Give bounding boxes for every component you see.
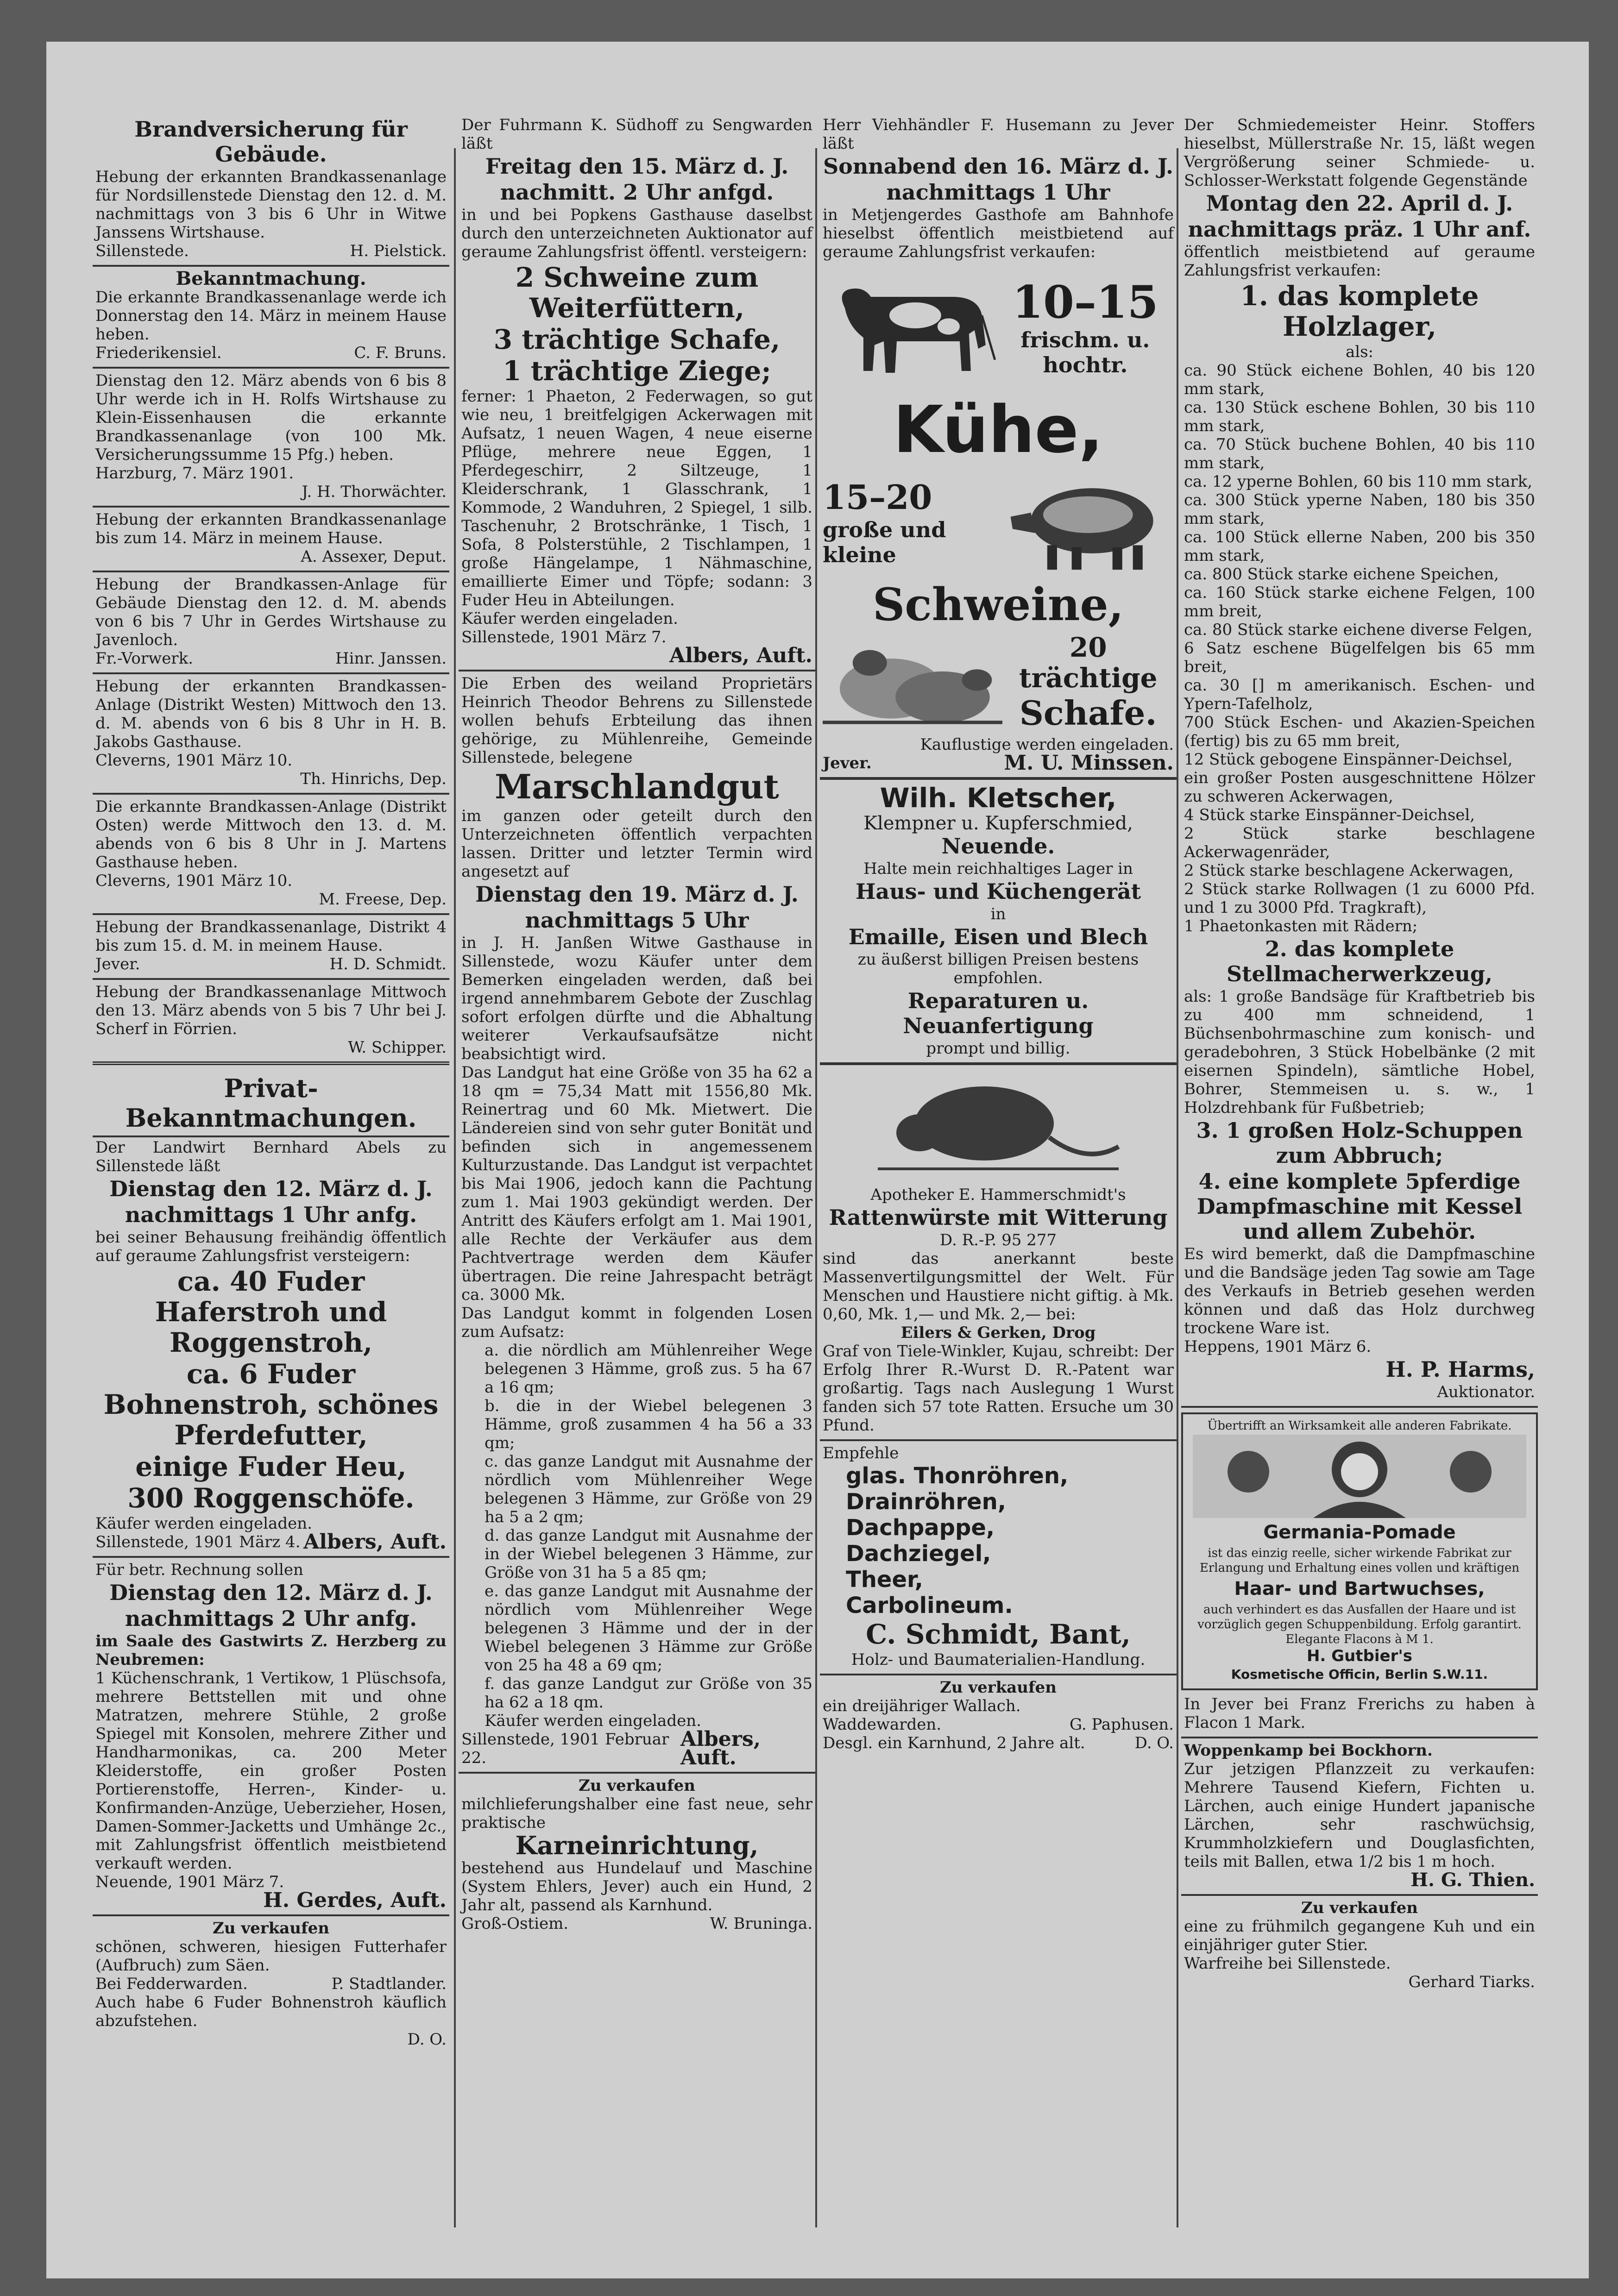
newspaper-page [46,42,1589,2278]
list-item: 2 Stück starke Rollwagen (1 zu 6000 Pfd. und 1 zu 3000 Pfd. Tragkraft), [1184,880,1535,917]
ad-text: bei seiner Behausung freihändig öffentlich auf geraume Zahlungsfrist versteigern: [95,1228,447,1265]
ad-text: Es wird bemerkt, daß die Dampfmaschine und die Bandsäge jeden Tag sowie am Tage des Verkaufs in Betrieb gesehen werden können und daß das Holz durchweg trockene Ware ist. [1184,1245,1535,1337]
ad-text: zu äußerst billigen Preisen bestens empfohlen. [857,950,1139,987]
list-item: 4 Stück starke Einspänner-Deichsel, [1184,806,1475,824]
ad-place: Jever. [823,754,872,772]
ad-date: Sonnabend den 16. März d. J. [823,154,1174,179]
list-item: ca. 100 Stück ellerne Naben, 200 bis 350 mm stark, [1184,528,1535,565]
column-4 [1181,116,1538,2251]
ad-intro: Apotheker E. Hammerschmidt's [870,1186,1126,1204]
notice-fire-insurance [93,371,449,508]
ad-intro: Empfehle [823,1444,899,1462]
notice-place: Friederikensiel. [95,344,222,362]
ad-text: öffentlich meistbietend auf geraume Zahlungsfrist verkaufen: [1184,243,1535,280]
ad-date-line: Sillenstede, 1901 Februar 22. [461,1730,669,1767]
ad-title: Zu verkaufen [213,1919,329,1938]
notice-place: Fr.-Vorwerk. [95,649,193,668]
notice-text: Hebung der erkannten Brandkassenanlage für Nordsillenstede Dienstag den 12. d. M. nachmittags von 3 bis 6 Uhr in Witwe Janssens Wirtshause. [95,168,447,242]
list-item: 2 Stück starke beschlagene Ackerwagen, [1184,861,1514,880]
notice-date: Cleverns, 1901 März 10. [95,872,293,890]
lot-item: c. das ganze Landgut mit Ausnahme der nördlich vom Mühlenreiher Wege belegenen 3 Hämme, zur Größe von 29 ha 5 a 2 qm; [485,1452,812,1526]
ad-text: Das Landgut hat eine Größe von 35 ha 62 a 18 qm = 75,34 Matt mit 1556,80 Mk. Reinertrag und 60 Mk. Mietwert. Die Ländereien sind von sehr guter Bonität und befinden sich in angemessenem Kulturzustande. Das Landgut ist verpachtet bis Mai 1906, jedoch kann die Pachtung zum 1. Mai 1903 gekündigt werden. Der Antritt des Käufers erfolgt am 1. Mai 1901, alle Rechte der Verkäufer aus dem Pachtvertrage werden dem Käufer übertragen. Die reine Jahrespacht beträgt ca. 3000 Mk. [461,1063,812,1304]
notice-signature: Th. Hinrichs, Dep. [300,770,447,788]
ad-text: milchlieferungshalber eine fast neue, sehr praktische [461,1795,812,1832]
ad-text: Graf von Tiele-Winkler, Kujau, schreibt: Der Erfolg Ihrer R.-Wurst D. R.-Patent war großartig. Tags nach Auslegung 1 Wurst fanden sich 57 tote Ratten. Ersuche um 30 Pfund. [823,1342,1174,1435]
portrait-illustration-icon [1193,1435,1526,1518]
column-3 [820,116,1177,2251]
ad-date: Dienstag den 12. März d. J. [109,1176,433,1201]
ad-item: Dachziegel, [846,1541,991,1567]
ad-text: als: 1 große Bandsäge für Kraftbetrieb bis zu 400 mm schneidend, 1 Büchsenbohrmaschine zum konisch- und geradebohren, 3 Stück Hobelbänke (2 mit eisernen Spindeln), sämtliche Hobel, Bohrer, Stemmeisen u. s. w., 1 Holzdrehbank für Fußbetrieb; [1184,987,1535,1117]
ad-dealer-note [1181,1695,1538,1738]
for-sale-churn [459,1776,815,1938]
notice-date: Cleverns, 1901 März 10. [95,751,293,770]
lot-item: e. das ganze Landgut mit Ausnahme der nördlich vom Mühlenreiher Wege belegenen 3 Hämme und der in der Wiebel belegenen 3 Hämme zur Größe von 25 ha 48 a 69 qm; [485,1582,812,1675]
ad-signature: D. O. [407,2030,447,2049]
ad-intro: Für betr. Rechnung sollen [95,1561,303,1579]
list-item: 12 Stück gebogene Einspänner-Deichsel, [1184,750,1513,769]
ad-item: 2 Schweine zum Weiterfüttern, [515,262,759,324]
ad-text: schönen, schweren, hiesigen Futterhafer (Aufbruch) zum Säen. [95,1938,447,1975]
ad-item: einige Fuder Heu, [135,1451,407,1482]
column-rule [815,148,817,2227]
notice-title: Brandversicherung für Gebäude. [134,117,408,167]
notice-text: Hebung der erkannten Brandkassen-Anlage (Distrikt Westen) Mittwoch den 13. d. M. abends von 6 bis 8 Uhr in H. B. Jakobs Gasthause. [95,677,447,751]
ad-time: nachmittags 2 Uhr anfg. [125,1606,417,1631]
notice-text: Die erkannte Brandkassenanlage werde ich Donnerstag den 14. März in meinem Hause heben. [95,288,447,344]
ad-subtext: große und kleine [823,517,946,567]
ad-signature: M. U. Minssen. [1004,751,1174,775]
ad-item: Drainröhren, [846,1489,1006,1515]
notice-fire-insurance [93,575,449,674]
ad-business-name: C. Schmidt, Bant, [866,1618,1131,1650]
ad-text: 1 Küchenschrank, 1 Vertikow, 1 Plüschsofa, mehrere Bettstellen mit und ohne Matratzen, mehrere Stühle, 2 große Spiegel mit Konsolen, mehrere Zither und Handharmonikas, ca. 200 Meter Kleiderstoffe, ein großer Posten Portierenstoffe, Herren-, Kinder- u. Konfirmanden-Anzüge, Ueberzieher, Hosen, Damen-Sommer-Jacketts und Umhänge 2c., mit Zahlungsfrist öffentlich meistbietend verkauft werden. [95,1669,447,1873]
ad-maker: H. Gutbier's [1306,1647,1413,1665]
lot-item: a. die nördlich am Mühlenreiher Wege belegenen 3 Hämme, groß zus. 5 ha 67 a 16 qm; [485,1341,812,1397]
section-heading: Privat-Bekanntmachungen. [93,1073,449,1137]
ad-dealer: Eilers & Gerken, Drog [900,1324,1096,1342]
ad-text: in Metjengerdes Gasthofe am Bahnhofe hieselbst öffentlich meistbietend auf geraume Zahlungsfrist verkaufen: [823,206,1174,261]
notice-title: Bekanntmachung. [176,268,366,289]
ad-number: 15–20 [823,477,932,517]
column-1 [93,116,449,2251]
ad-signature: H. Gerdes, Auft. [263,1888,447,1912]
ad-item: glas. Thonröhren, [846,1463,1069,1489]
ad-time: nachmittags 5 Uhr [525,908,749,933]
ad-town: Neuende. [941,834,1055,859]
notice-fire-insurance [93,510,449,572]
ad-tree-nursery [1181,1741,1538,1896]
ad-text: Die Erben des weiland Proprietärs Heinrich Theodor Behrens zu Sillenstede wollen behufs Erbteilung das ihnen gehörige, zu Mühlenreihe, Gemeinde Sillenstede, belegene [461,674,812,767]
ad-item: 300 Roggenschöfe. [127,1482,415,1514]
notice-text: Hebung der erkannten Brandkassenanlage bis zum 14. März in meinem Hause. [95,510,447,547]
ad-item: Emaille, Eisen und Blech [848,924,1148,949]
ad-place: Waddewarden. [823,1715,942,1734]
ad-signature: H. G. Thien. [1410,1869,1535,1891]
list-item: ca. 90 Stück eichene Bohlen, 40 bis 120 mm stark, [1184,361,1535,398]
cow-icon [823,261,997,395]
for-sale-horse [820,1678,1177,1757]
ad-text: Desgl. ein Karnhund, 2 Jahre alt. [823,1734,1085,1752]
ad-signature: Albers, Auft. [680,1727,761,1769]
ad-address: Kosmetische Officin, Berlin S.W.11. [1231,1667,1488,1682]
notice-text: Die erkannte Brandkassen-Anlage (Distrikt Osten) werde Mittwoch den 13. d. M. abends von 6 bis 8 Uhr in J. Martens Gasthause heben. [95,797,447,872]
notice-text: Dienstag den 12. März abends von 6 bis 8 Uhr werde ich in H. Rolfs Wirtshause zu Klein-Eissenhausen die erkannte Brandkassenanlage (von 100 Mk. Versicherungssumme 15 Pfg.) heben. [95,371,447,464]
notice-signature: H. D. Schmidt. [329,955,447,973]
notice-date: Harzburg, 7. März 1901. [95,464,294,483]
ad-intro: Herr Viehhändler F. Husemann zu Jever läßt [823,116,1174,153]
auction-livestock [459,116,815,671]
ad-item: Reparaturen u. Neuanfertigung [903,988,1094,1038]
list-item: 1 Phaetonkasten mit Rädern; [1184,917,1418,935]
list-item: 6 Satz eschene Bügelfelgen bis 65 mm breit, [1184,639,1535,676]
list-item: ca. 160 Stück starke eichene Felgen, 100 mm breit, [1184,583,1535,621]
notice-fire-insurance [93,797,449,915]
ad-buyers: Käufer werden eingeladen. [95,1514,312,1533]
list-item: ca. 130 Stück eschene Bohlen, 30 bis 110 mm stark, [1184,398,1535,435]
ad-date: Montag den 22. April d. J. [1206,191,1513,216]
ad-heading: 3. 1 großen Holz-Schuppen zum Abbruch; [1196,1118,1523,1168]
notice-text: Hebung der Brandkassenanlage, Distrikt 4 bis zum 15. d. M. in meinem Hause. [95,918,447,955]
ad-text: auch verhindert es das Ausfallen der Haare und ist vorzüglich gegen Schuppenbildung. Erfolg garantirt. Elegante Flacons à M 1. [1197,1603,1522,1646]
for-sale-oats [93,1919,449,2053]
list-item: ca. 30 [] m amerikanisch. Eschen- und Ypern-Tafelholz, [1184,676,1535,713]
ad-item: ca. 6 Fuder Bohnenstroh, schönes Pferdefutter, [103,1358,439,1451]
ad-text: ein dreijähriger Wallach. [823,1697,1021,1715]
ad-item: Carbolineum. [846,1593,1013,1618]
ad-date: Dienstag den 19. März d. J. [475,882,799,907]
ad-title: Woppenkamp bei Bockhorn. [1184,1741,1433,1760]
ad-item: Dachpappe, [846,1515,995,1541]
ad-buyers: Kauflustige werden eingeladen. [920,735,1174,754]
ad-item: Karneinrichtung, [515,1831,759,1860]
ad-text: ist das einzig reelle, sicher wirkende Fabrikat zur Erlangung und Erhaltung eines vollen und kräftigen [1199,1546,1520,1575]
ad-place: Groß-Ostiem. [461,1914,569,1933]
ad-rat-poison [820,1068,1177,1441]
ad-tagline: Übertrifft an Wirksamkeit alle anderen Fabrikate. [1207,1419,1512,1433]
ad-buyers: Käufer werden eingeladen. [485,1712,701,1730]
list-item: ein großer Posten ausgeschnittene Hölzer zu schweren Ackerwagen, [1184,769,1535,806]
ad-business-name: Wilh. Kletscher, [880,782,1117,814]
list-item: ca. 300 Stück yperne Naben, 180 bis 350 mm stark, [1184,491,1535,528]
ad-item: ca. 40 Fuder Haferstroh und Roggenstroh, [155,1266,387,1358]
ad-item: Kühe, [893,392,1103,468]
ad-trade: Holz- und Baumaterialien-Handlung. [851,1650,1146,1669]
ad-item: Schweine, [872,578,1124,631]
ad-title: Zu verkaufen [1301,1899,1418,1917]
ad-place: Warfreihe bei Sillenstede. [1184,1954,1391,1973]
ad-heading: 4. eine komplete 5pferdige Dampfmaschine mit Kessel und allem Zubehör. [1196,1169,1523,1244]
notice-fire-insurance [93,117,449,267]
list-item: 700 Stück Eschen- und Akazien-Speichen (fertig) bis zu 65 mm breit, [1184,713,1535,750]
ad-time: nachmittags präz. 1 Uhr anf. [1188,217,1531,242]
ad-intro: Der Schmiedemeister Heinr. Stoffers hieselbst, Müllerstraße Nr. 15, läßt wegen Vergrößerung seiner Schmiede- u. Schlosser-Werkstatt folgende Gegenstände [1184,116,1535,190]
pig-icon [1002,465,1174,581]
ad-text: sind das anerkannt beste Massenvertilgungsmittel der Welt. Für Menschen und Haustiere nicht giftig. à Mk. 0,60, Mk. 1,— und Mk. 2,— bei: [823,1249,1174,1324]
ad-heading: 2. das komplete Stellmacherwerkzeug, [1226,936,1493,986]
ad-text: In Jever bei Franz Frerichs zu haben à Flacon 1 Mark. [1184,1695,1535,1732]
notice-fire-insurance [93,677,449,795]
ad-signature: D. O. [1134,1734,1174,1752]
ad-text: eine zu frühmilch gegangene Kuh und ein einjähriger guter Stier. [1184,1917,1535,1954]
ad-text: in J. H. Janßen Witwe Gasthause in Sillenstede, wozu Käufer unter dem Bemerken eingeladen werden, daß bei irgend annehmbarem Gebote der Zuschlag sofort erfolgen dürfte und die Abhaltung weiterer Verkaufsaufsätze nicht beabsichtigt wird. [461,934,812,1063]
ad-date-line: Heppens, 1901 März 6. [1184,1337,1372,1356]
ad-number: 10–15 [1012,276,1158,328]
ad-text: in und bei Popkens Gasthause daselbst durch den unterzeichneten Auktionator auf geraume Zahlungsfrist öffentl. versteigern: [461,206,812,261]
notice-announcement [93,270,449,369]
list-item: ca. 70 Stück buchene Bohlen, 40 bis 110 mm stark, [1184,435,1535,472]
notice-signature: J. H. Thorwächter. [302,483,447,501]
ad-signature: W. Bruninga. [710,1914,812,1933]
ad-subtext: frischm. u. hochtr. [1020,327,1150,377]
ad-text: Zur jetzigen Pflanzzeit zu verkaufen: Mehrere Tausend Kiefern, Fichten u. Lärchen, auch einige Hundert japanische Lärchen, sehr raschwüchsig, Krummholzkiefern und Douglasfichten, teils mit Ballen, etwa 1/2 bis 1 m hoch. [1184,1760,1535,1871]
notice-signature: Hinr. Janssen. [335,649,447,668]
ad-date: Freitag den 15. März d. J. [485,154,789,179]
notice-signature: A. Assexer, Deput. [301,547,447,566]
ad-intro: Der Landwirt Bernhard Abels zu Sillenstede läßt [95,1138,447,1175]
list-item: ca. 12 yperne Bohlen, 60 bis 110 mm stark, [1184,472,1533,491]
ad-text: als: [1345,343,1374,361]
ad-signature: G. Paphusen. [1069,1715,1174,1734]
auction-marshland [459,674,815,1774]
ad-item: 3 trächtige Schafe, [493,324,781,355]
ad-intro: Der Fuhrmann K. Südhoff zu Sengwarden läßt [461,116,812,153]
sheep-icon [823,629,1002,735]
notice-place: Jever. [95,955,140,973]
rat-icon [869,1068,1128,1184]
notice-text: Hebung der Brandkassen-Anlage für Gebäude Dienstag den 12. d. M. abends von 6 bis 7 Uhr in Gerdes Wirtshause zu Javenloch. [95,575,447,649]
list-item: 2 Stück starke beschlagene Ackerwagenräder, [1184,824,1535,861]
notice-fire-insurance [93,918,449,980]
auction-smithy [1181,116,1538,1408]
ad-text: in [990,905,1006,923]
ad-date-line: Sillenstede, 1901 März 7. [461,628,667,646]
notice-signature: W. Schipper. [348,1038,447,1057]
ad-time: nachmittags 1 Uhr anfg. [125,1202,417,1227]
ad-date: Dienstag den 12. März d. J. [109,1580,433,1605]
notice-fire-insurance [93,983,449,1065]
ad-title: Zu verkaufen [940,1678,1057,1697]
ad-text: Auch habe 6 Fuder Bohnenstroh käuflich abzufstehen. [95,1993,447,2030]
ad-item: 1 trächtige Ziege; [503,355,771,387]
ad-signature: P. Stadtlander. [331,1975,447,1993]
auction-cattle [820,116,1177,780]
lot-item: b. die in der Wiebel belegenen 3 Hämme, groß zusammen 4 ha 56 a 33 qm; [485,1397,812,1452]
ad-patent: D. R.-P. 95 277 [939,1231,1057,1249]
ad-pomade [1181,1412,1538,1690]
ad-signature: Albers, Auft. [303,1530,447,1554]
ad-item: Theer, [846,1567,923,1593]
ad-headline: Haar- und Bartwuchses, [1234,1578,1485,1600]
ad-signature: Gerhard Tiarks. [1408,1973,1535,1991]
ad-title: Zu verkaufen [579,1776,695,1795]
ad-text: Das Landgut kommt in folgenden Losen zum Aufsatz: [461,1304,812,1341]
column-rule [454,148,456,2227]
list-item: ca. 800 Stück starke eichene Speichen, [1184,565,1499,583]
ad-time: nachmitt. 2 Uhr anfgd. [500,180,774,205]
ad-buyers: Käufer werden eingeladen. [461,609,678,628]
auction-straw [93,1138,449,1558]
ad-number: 20 trächtige [1019,632,1158,694]
ad-heading: 1. das komplete Holzlager, [1240,280,1479,342]
ad-text: im ganzen oder geteilt durch den Unterzeichneten öffentlich verpachten lassen. Dritter und letzter Termin wird angesetzt auf [461,807,812,881]
ad-item: Schafe. [1019,693,1157,733]
column-rule [1177,148,1178,2227]
ad-date-line: Neuende, 1901 März 7. [95,1873,284,1891]
ad-trade: Klempner u. Kupferschmied, [863,813,1133,834]
ad-time: nachmittags 1 Uhr [886,180,1110,205]
notice-signature: C. F. Bruns. [354,344,447,362]
ad-title: Marschlandgut [495,767,779,806]
ad-role: Auktionator. [1437,1383,1535,1401]
ad-place: Bei Fedderwarden. [95,1975,248,1993]
lot-item: f. das ganze Landgut zur Größe von 35 ha 62 a 18 qm. [485,1675,812,1712]
for-sale-cattle [1181,1899,1538,1996]
column-2 [459,116,815,2251]
auction-furniture [93,1561,449,1916]
notice-place: Sillenstede. [95,242,189,260]
notice-signature: M. Freese, Dep. [319,890,447,909]
ad-signature: H. P. Harms, [1385,1357,1535,1382]
ad-text: ferner: 1 Phaeton, 2 Federwagen, so gut wie neu, 1 breitfelgigen Ackerwagen mit Aufsatz, 1 neuen Wagen, 4 neue eiserne Pflüge, mehrere neue Eggen, 1 Pferdegeschirr, 2 Siltzeuge, 1 Kleiderschrank, 1 Glasschrank, 1 Kommode, 2 Wanduhren, 2 Spiegel, 1 silb. Taschenuhr, 2 Brotschränke, 1 Tisch, 1 Sofa, 8 Polsterstühle, 2 Tischlampen, 1 große Hängelampe, 1 Nähmaschine, emaillierte Eimer und Töpfe; sodann: 3 Fuder Heu in Abteilungen. [461,387,812,609]
notice-text: Hebung der Brandkassenanlage Mittwoch den 13. März abends von 5 bis 7 Uhr bei J. Scherf in Förrien. [95,983,447,1038]
ad-text: prompt und billig. [926,1039,1070,1058]
ad-date-line: Sillenstede, 1901 März 4. [95,1533,301,1551]
ad-building-materials [820,1444,1177,1675]
ad-text: Halte mein reichhaltiges Lager in [863,859,1133,878]
lot-item: d. das ganze Landgut mit Ausnahme der in der Wiebel belegenen 3 Hämme, zur Größe von 31 ha 5 a 85 qm; [485,1526,812,1582]
ad-location: im Saale des Gastwirts Z. Herzberg zu Neubremen: [95,1632,447,1669]
ad-title: Rattenwürste mit Witterung [829,1205,1168,1230]
ad-tinsmith [820,783,1177,1065]
list-item: ca. 80 Stück starke eichene diverse Felgen, [1184,621,1533,639]
notice-signature: H. Pielstick. [350,242,447,260]
ad-title: Germania-Pomade [1263,1522,1456,1543]
ad-item: Haus- und Küchengerät [855,879,1141,904]
ad-signature: Albers, Auft. [669,644,812,667]
ad-text: bestehend aus Hundelauf und Maschine (System Ehlers, Jever) auch ein Hund, 2 Jahr alt, passend als Karnhund. [461,1859,812,1914]
